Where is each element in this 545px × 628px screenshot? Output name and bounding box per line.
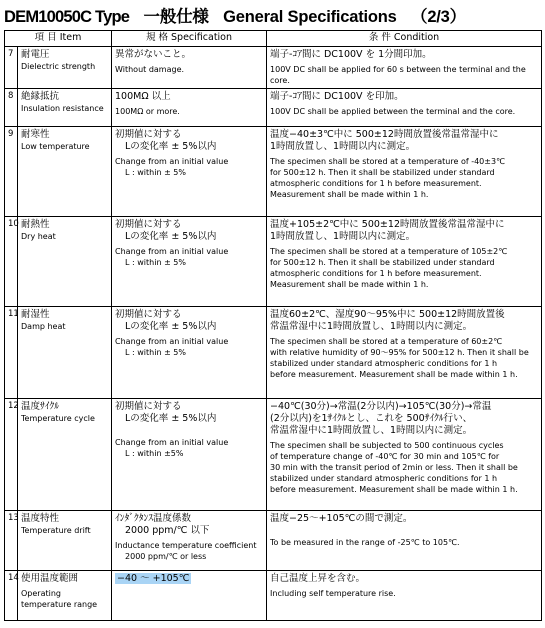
spec-line: 異常がないこと。 — [115, 49, 192, 60]
cond-line: 温度−25〜+105℃の間で測定。 — [270, 513, 413, 524]
cond-line: 常温常湿中に1時間放置し、1時間以内に測定。 — [270, 321, 473, 332]
spec-line: Lの変化率 ± 5%以内 — [125, 141, 217, 152]
row-number: 10 — [5, 217, 18, 307]
cond-line: 温度+105±2℃中に 500±12時間放置後常温常湿中に — [270, 219, 505, 230]
table-row — [5, 217, 542, 307]
table-row — [5, 89, 542, 127]
cond-line: 100V DC shall be applied between the terminal and the core. — [270, 107, 516, 116]
spec-line: Lの変化率 ± 5%以内 — [125, 321, 217, 332]
cond-line: To be measured in the range of -25℃ to 105℃. — [270, 538, 460, 547]
item-jp: 絶縁抵抗 — [21, 91, 60, 102]
title-jp: 一般仕様 — [143, 8, 209, 26]
spec-line: 初期値に対する — [115, 309, 182, 320]
row-number: 9 — [5, 127, 18, 217]
cond-cell — [267, 511, 542, 571]
cond-line: 温度−40±3℃中に 500±12時間放置後常温常湿中に — [270, 129, 499, 140]
spec-line: 100MΩ or more. — [115, 107, 180, 116]
item-en: Operating temperature range — [21, 589, 98, 609]
spec-line: Change from an initial value — [115, 157, 229, 166]
item-cell — [18, 47, 112, 89]
cond-line: atmospheric conditions for 1 h before measurement. — [270, 179, 482, 188]
table-row — [5, 511, 542, 571]
item-cell — [18, 399, 112, 511]
item-cell — [18, 89, 112, 127]
cond-line: 100V DC shall be applied for 60 s between the terminal and the core. — [270, 65, 526, 85]
column-header-spec: 規 格 Specification — [112, 31, 267, 47]
table-row — [5, 399, 542, 511]
cond-line: 端子-ｺｱ間に DC100V を 1分間印加。 — [270, 49, 432, 60]
cond-line: Measurement shall be made within 1 h. — [270, 190, 429, 199]
cond-line: Including self temperature rise. — [270, 589, 396, 598]
column-header-cond: 条 件 Condition — [267, 31, 542, 47]
cond-line: stabilized under standard atmospheric conditions for 1 h — [270, 474, 498, 483]
cond-cell — [267, 399, 542, 511]
spec-line: L : within ± 5% — [125, 348, 186, 357]
table-row — [5, 127, 542, 217]
item-en: Temperature drift — [21, 526, 91, 535]
cond-line: for 500±12 h. Then it shall be stabilized under standard — [270, 258, 495, 267]
cond-line: before measurement. Measurement shall be made within 1 h. — [270, 485, 518, 494]
item-cell — [18, 127, 112, 217]
spec-line: Lの変化率 ± 5%以内 — [125, 413, 217, 424]
item-cell — [18, 571, 112, 621]
spec-cell — [112, 571, 267, 621]
spec-line: L : within ±5% — [125, 449, 184, 458]
cond-line: 常温常湿中に1時間放置し、1時間以内に測定。 — [270, 425, 473, 436]
cond-line: atmospheric conditions for 1 h before measurement. — [270, 269, 482, 278]
item-en: Damp heat — [21, 322, 66, 331]
row-number: 11 — [5, 307, 18, 399]
spec-cell — [112, 47, 267, 89]
cond-line: 30 min with the transit period of 2min or less. Then it shall be — [270, 463, 518, 472]
table-row — [5, 571, 542, 621]
cond-line: The specimen shall be stored at a temperature of 60±2℃ — [270, 337, 503, 346]
spec-line: Without damage. — [115, 65, 185, 74]
operating-range-value: −40 〜 +105℃ — [117, 573, 190, 584]
cond-line: Measurement shall be made within 1 h. — [270, 280, 429, 289]
item-jp: 温度ｻｲｸﾙ — [21, 401, 60, 412]
spec-table — [4, 30, 542, 621]
item-en: Insulation resistance — [21, 104, 104, 113]
cond-line: The specimen shall be stored at a temperature of 105±2℃ — [270, 247, 508, 256]
cond-cell — [267, 217, 542, 307]
cond-line: 温度60±2℃、湿度90〜95%中に 500±12時間放置後 — [270, 309, 505, 320]
row-number: 14 — [5, 571, 18, 621]
cond-line: 1時間放置し、1時間以内に測定。 — [270, 141, 416, 152]
item-en: Low temperature — [21, 142, 90, 151]
item-en: Temperature cycle — [21, 414, 95, 423]
cond-line: 1時間放置し、1時間以内に測定。 — [270, 231, 416, 242]
spec-line: L : within ± 5% — [125, 168, 186, 177]
column-header-item: 項 目 Item — [5, 31, 112, 47]
cond-cell — [267, 571, 542, 621]
spec-line: Change from an initial value — [115, 247, 229, 256]
item-cell — [18, 217, 112, 307]
spec-line: 100MΩ 以上 — [115, 91, 171, 102]
spec-cell — [112, 399, 267, 511]
cond-line: with relative humidity of 90〜95% for 500±12 h. Then it shall be — [270, 348, 529, 357]
item-jp: 使用温度範囲 — [21, 573, 79, 584]
spec-line: Lの変化率 ± 5%以内 — [125, 231, 217, 242]
table-header-row — [5, 31, 542, 47]
spec-line: Change from an initial value — [115, 438, 229, 447]
item-jp: 温度特性 — [21, 513, 60, 524]
item-jp: 耐寒性 — [21, 129, 50, 140]
table-row — [5, 307, 542, 399]
spec-line: 初期値に対する — [115, 129, 182, 140]
cond-line: The specimen shall be subjected to 500 continuous cycles — [270, 441, 504, 450]
spec-line: 初期値に対する — [115, 219, 182, 230]
cond-cell — [267, 89, 542, 127]
item-cell — [18, 511, 112, 571]
spec-line: 初期値に対する — [115, 401, 182, 412]
item-jp: 耐湿性 — [21, 309, 50, 320]
cond-line: before measurement. Measurement shall be made within 1 h. — [270, 370, 518, 379]
spec-line: 2000 ppm/℃ 以下 — [125, 525, 210, 536]
page-indicator: （2/3） — [411, 8, 466, 26]
cond-line: 端子-ｺｱ間に DC100V を印加。 — [270, 91, 404, 102]
item-jp: 耐電圧 — [21, 49, 50, 60]
spec-line: Inductance temperature coefficient — [115, 541, 257, 550]
cond-line: The specimen shall be stored at a temperature of -40±3℃ — [270, 157, 506, 166]
cond-line: of temperature change of -40℃ for 30 min and 105℃ for — [270, 452, 500, 461]
cond-cell — [267, 307, 542, 399]
spec-cell — [112, 127, 267, 217]
cond-cell — [267, 47, 542, 89]
document-title — [4, 3, 466, 27]
row-number: 7 — [5, 47, 18, 89]
row-number: 8 — [5, 89, 18, 127]
spec-cell — [112, 89, 267, 127]
part-number: DEM10050C Type — [4, 8, 130, 26]
spec-line: 2000 ppm/℃ or less — [125, 552, 207, 561]
spec-cell — [112, 511, 267, 571]
cond-line: 自己温度上昇を含む。 — [270, 573, 366, 584]
item-en: Dielectric strength — [21, 62, 96, 71]
item-en: Dry heat — [21, 232, 56, 241]
spec-cell — [112, 217, 267, 307]
item-jp: 耐熱性 — [21, 219, 50, 230]
cond-cell — [267, 127, 542, 217]
spec-cell — [112, 307, 267, 399]
spec-line: Change from an initial value — [115, 337, 229, 346]
row-number: 12 — [5, 399, 18, 511]
spec-line: L : within ± 5% — [125, 258, 186, 267]
cond-line: stabilized under standard atmospheric conditions for 1 h — [270, 359, 498, 368]
table-row — [5, 47, 542, 89]
cond-line: for 500±12 h. Then it shall be stabilized under standard — [270, 168, 495, 177]
cond-line: (2分以内)を1ｻｲｸﾙとし、これを 500ｻｲｸﾙ行い、 — [270, 413, 473, 424]
item-cell — [18, 307, 112, 399]
cond-line: −40℃(30分)→常温(2分以内)→105℃(30分)→常温 — [270, 401, 492, 412]
title-en: General Specifications — [223, 8, 397, 26]
spec-line: ｲﾝﾀﾞｸﾀﾝｽ温度係数 — [115, 513, 192, 524]
row-number: 13 — [5, 511, 18, 571]
